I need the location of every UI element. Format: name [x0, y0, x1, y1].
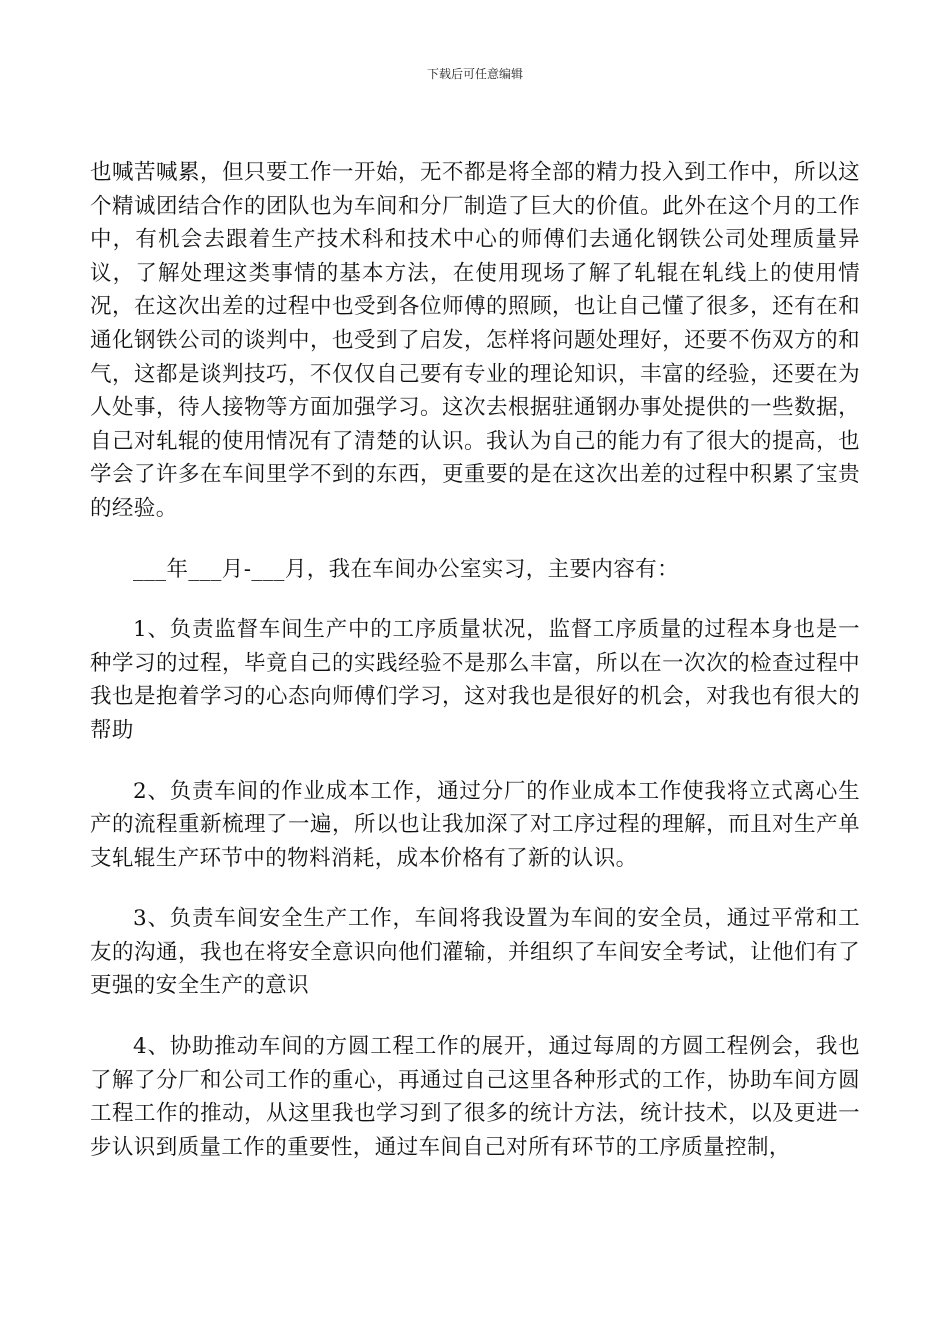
paragraph-item-1: 1、负责监督车间生产中的工序质量状况，监督工序质量的过程本身也是一种学习的过程，毕竟自己的实践经验不是那么丰富，所以在一次次的检查过程中我也是抱着学习的心态向师傅们学习，这对我也是很好的机会，对我也有很大的帮助	[90, 617, 860, 743]
document-body	[90, 156, 860, 1164]
paragraph-item-2: 2、负责车间的作业成本工作，通过分厂的作业成本工作使我将立式离心生产的流程重新梳理了一遍，所以也让我加深了对工序过程的理解，而且对生产单支轧辊生产环节中的物料消耗，成本价格有了新的认识。	[90, 778, 860, 871]
paragraph-item-3: 3、负责车间安全生产工作，车间将我设置为车间的安全员，通过平常和工友的沟通，我也在将安全意识向他们灌输，并组织了车间安全考试，让他们有了更强的安全生产的意识	[90, 906, 860, 999]
page-header-note: 下载后可任意编辑	[426, 67, 523, 81]
paragraph-continued: 也喊苦喊累，但只要工作一开始，无不都是将全部的精力投入到工作中，所以这个精诚团结合作的团队也为车间和分厂制造了巨大的价值。此外在这个月的工作中，有机会去跟着生产技术科和技术中心的师傅们去通化钢铁公司处理质量异议，了解处理这类事情的基本方法，在使用现场了解了轧辊在轧线上的使用情况，在这次出差的过程中也受到各位师傅的照顾，也让自己懂了很多，还有在和通化钢铁公司的谈判中，也受到了启发，怎样将问题处理好，还要不伤双方的和气，这都是谈判技巧，不仅仅自己要有专业的理论知识，丰富的经验，还要在为人处事，待人接物等方面加强学习。这次去根据驻通钢办事处提供的一些数据，自己对轧辊的使用情况有了清楚的认识。我认为自己的能力有了很大的提高，也学会了许多在车间里学不到的东西，更重要的是在这次出差的过程中积累了宝贵的经验。	[90, 160, 860, 521]
paragraph-item-4: 4、协助推动车间的方圆工程工作的展开，通过每周的方圆工程例会，我也了解了分厂和公司工作的重心，再通过自己这里各种形式的工作，协助车间方圆工程工作的推动，从这里我也学习到了很多的统计方法，统计技术，以及更进一步认识到质量工作的重要性，通过车间自己对所有环节的工序质量控制，	[90, 1034, 860, 1160]
paragraph-intro: ___年___月-___月，我在车间办公室实习，主要内容有：	[133, 556, 680, 582]
